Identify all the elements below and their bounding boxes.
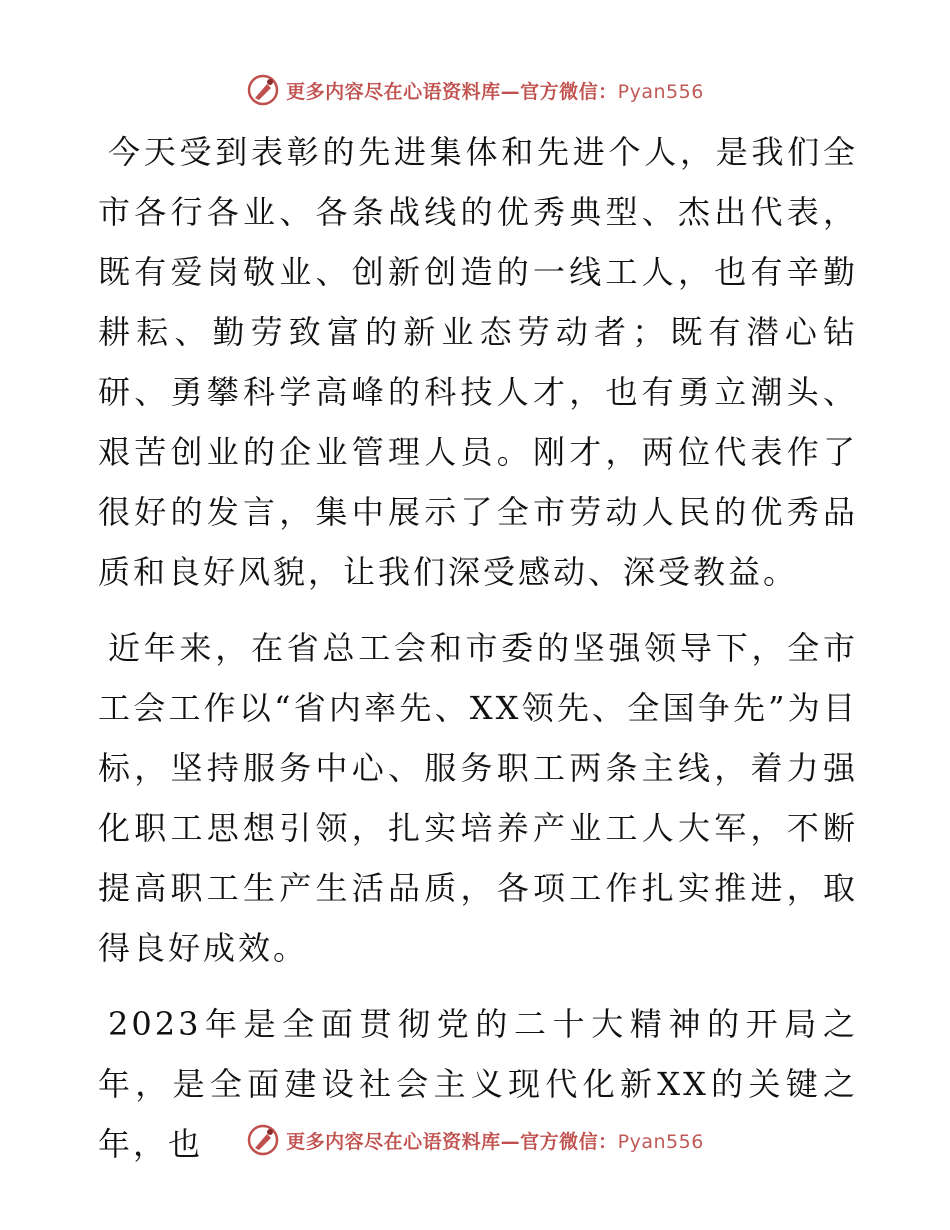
header-wechat-id: Pyan556 — [617, 80, 704, 103]
paragraph-2: 近年来，在省总工会和市委的坚强领导下，全市工会工作以“省内率先、XX领先、全国争先”为目标，坚持服务中心、服务职工两条主线，着力强化职工思想引领，扎实培养产业工人大军，不断提高职工生产生活品质，各项工作扎实推进，取得良好成效。 — [98, 629, 858, 967]
paragraph-3: 2023年是全面贯彻党的二十大精神的开局之年，是全面建设社会主义现代化新XX的关键之年，也 — [98, 1005, 858, 1163]
pen-logo-icon — [246, 73, 280, 107]
footer-wechat-id: Pyan556 — [617, 1130, 704, 1153]
footer-banner — [0, 1120, 950, 1160]
header-banner — [0, 70, 950, 110]
paragraph-1: 今天受到表彰的先进集体和先进个人，是我们全市各行各业、各条战线的优秀典型、杰出代表，既有爱岗敬业、创新创造的一线工人，也有辛勤耕耘、勤劳致富的新业态劳动者；既有潜心钻研、勇攀科学高峰的科技人才，也有勇立潮头、艰苦创业的企业管理人员。刚才，两位代表作了很好的发言，集中展示了全市劳动人民的优秀品质和良好风貌，让我们深受感动、深受教益。 — [98, 133, 858, 591]
footer-banner-text: 更多内容尽在心语资料库—官方微信：Pyan556 — [286, 1130, 704, 1153]
document-body — [98, 122, 858, 1190]
header-banner-text: 更多内容尽在心语资料库—官方微信：Pyan556 — [286, 80, 704, 103]
pen-logo-icon — [246, 1123, 280, 1157]
